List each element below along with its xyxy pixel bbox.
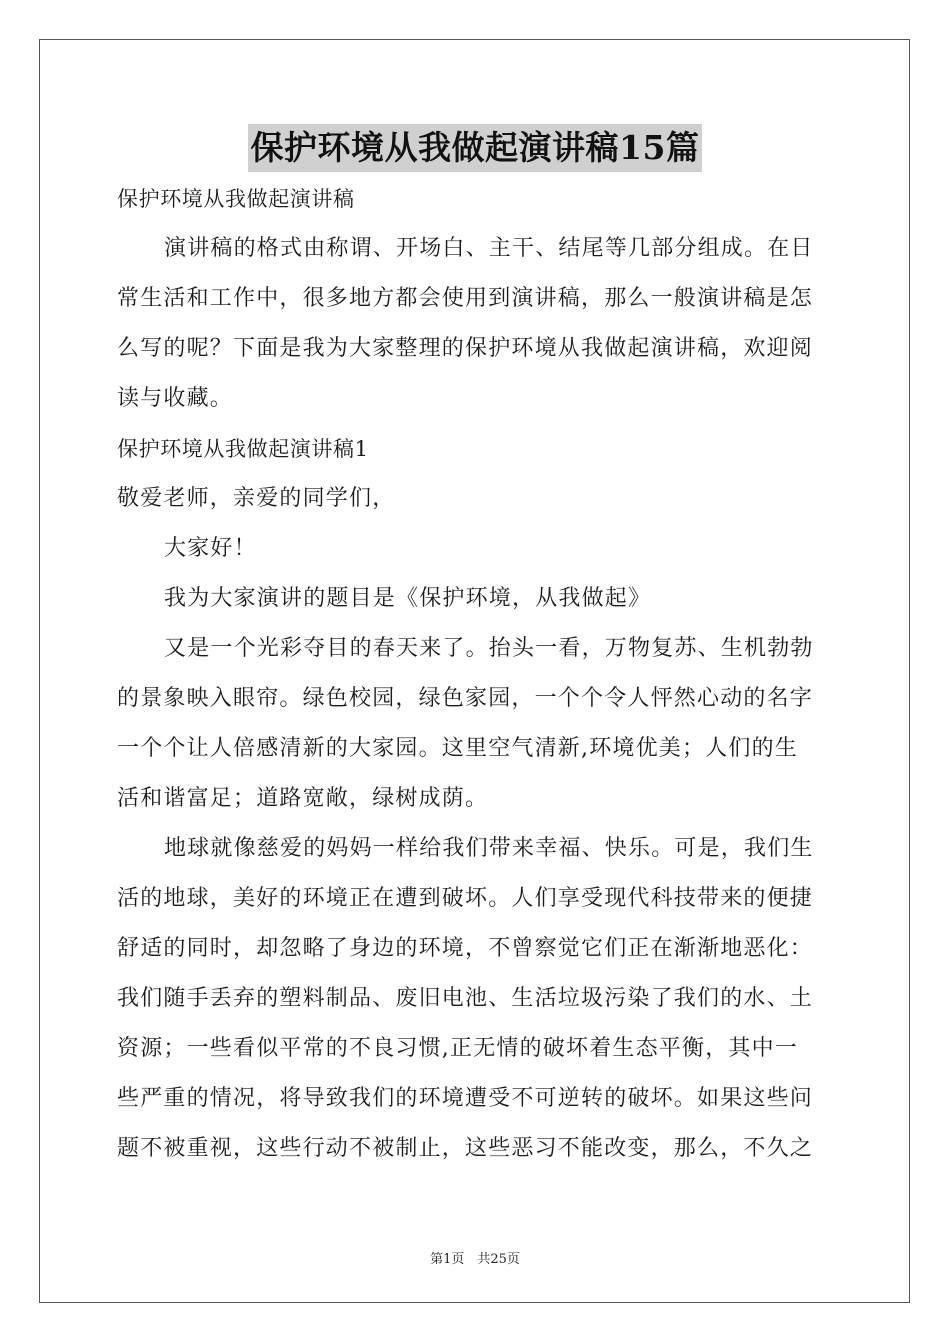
paragraph-line: 一个个让人倍感清新的大家园。这里空气清新,环境优美；人们的生 bbox=[117, 736, 798, 761]
paragraph-line: 活的地球，美好的环境正在遭到破坏。人们享受现代科技带来的便捷 bbox=[117, 886, 814, 911]
greeting: 大家好！ bbox=[164, 536, 257, 561]
paragraph-line: 又是一个光彩夺目的春天来了。抬头一看，万物复苏、生机勃勃 bbox=[164, 636, 814, 661]
speech-topic: 我为大家演讲的题目是《保护环境，从我做起》 bbox=[164, 586, 652, 611]
paragraph-line: 我们随手丢弃的塑料制品、废旧电池、生活垃圾污染了我们的水、土 bbox=[117, 986, 814, 1011]
paragraph-line: 读与收藏。 bbox=[117, 386, 234, 411]
document-title: 保护环境从我做起演讲稿15篇 bbox=[248, 124, 703, 172]
subtitle: 保护环境从我做起演讲稿 bbox=[117, 187, 355, 211]
paragraph-line: 常生活和工作中，很多地方都会使用到演讲稿，那么一般演讲稿是怎 bbox=[117, 286, 814, 311]
paragraph-line: 的景象映入眼帘。绿色校园，绿色家园，一个个令人怦然心动的名字 bbox=[117, 686, 814, 711]
section-heading: 保护环境从我做起演讲稿1 bbox=[117, 437, 369, 461]
paragraph-line: 演讲稿的格式由称谓、开场白、主干、结尾等几部分组成。在日 bbox=[164, 236, 814, 261]
paragraph-line: 题不被重视，这些行动不被制止，这些恶习不能改变，那么，不久之 bbox=[117, 1136, 814, 1161]
title-wrap bbox=[0, 124, 950, 172]
paragraph-line: 地球就像慈爱的妈妈一样给我们带来幸福、快乐。可是，我们生 bbox=[164, 836, 814, 861]
paragraph-line: 么写的呢？下面是我为大家整理的保护环境从我做起演讲稿，欢迎阅 bbox=[117, 336, 814, 361]
salutation: 敬爱老师，亲爱的同学们， bbox=[117, 486, 396, 511]
page-footer: 第1页 共25页 bbox=[430, 1252, 520, 1267]
paragraph-line: 舒适的同时，却忽略了身边的环境，不曾察觉它们正在渐渐地恶化： bbox=[117, 936, 814, 961]
paragraph-line: 活和谐富足；道路宽敞，绿树成荫。 bbox=[117, 786, 489, 811]
paragraph-line: 资源；一些看似平常的不良习惯,正无情的破坏着生态平衡，其中一 bbox=[117, 1036, 798, 1061]
paragraph-line: 些严重的情况，将导致我们的环境遭受不可逆转的破坏。如果这些问 bbox=[117, 1086, 814, 1111]
